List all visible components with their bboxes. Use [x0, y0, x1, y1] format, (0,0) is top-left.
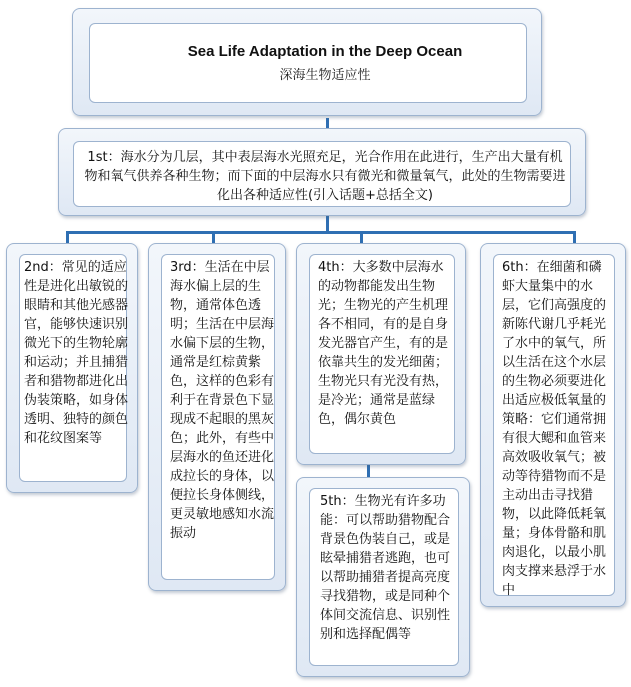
connector-horizontal-bar	[66, 231, 576, 234]
text-3rd: 3rd：生活在中层海水偏上层的生物，通常体色透明；生活在中层海水偏下层的生物，通常是红棕黄紫色，这样的色彩有利于在背景色下显现成不起眼的黑灰色；此外，有些中层海水的鱼还进化成拉长的身体，以便拉长身体侧线，更灵敏地感知水流振动	[170, 260, 275, 541]
title-english: Sea Life Adaptation in the Deep Ocean	[187, 43, 463, 60]
text-2nd: 2nd：常见的适应性是进化出敏锐的眼睛和其他光感器官，能够快速识别微光下的生物轮廓和运动；并且捕猎者和猎物都进化出伪装策略，如身体透明、独特的颜色和花纹图案等	[24, 260, 129, 446]
title-node	[72, 8, 542, 116]
title-node-inner	[89, 23, 527, 103]
connector-intro-down	[326, 213, 329, 233]
text-6th: 6th：在细菌和磷虾大量集中的水层，它们高强度的新陈代谢几乎耗光了水中的氧气，所以生活在这个水层的生物必须要进化出适应极低氧量的策略：它们通常拥有很大鳃和血管来高效吸收氧气；被动等待猎物而不是主动出击寻找猎物，以此降低耗氧量；身体骨骼和肌肉退化，以最小肌肉支撑来悬浮于水中	[502, 260, 607, 598]
text-4th: 4th：大多数中层海水的动物都能发出生物光；生物光的产生机理各不相同，有的是自身发光器官产生，有的是依靠共生的发光细菌；生物光只有光没有热，是冷光；通常是蓝绿色，偶尔黄色	[318, 260, 449, 427]
title-chinese: 深海生物适应性	[279, 68, 371, 83]
connector-4th-to-5th	[367, 463, 370, 477]
intro-text: 1st：海水分为几层，其中表层海水光照充足，光合作用在此进行，生产出大量有机物和氧气供养各种生物；而下面的中层海水只有微光和微量氧气，此处的生物需要进化出各种适应性(引入话题+总括全文)	[84, 150, 566, 203]
text-5th: 5th：生物光有许多功能：可以帮助猎物配合背景色伪装自己，或是眩晕捕猎者逃跑，也可以帮助捕猎者提高亮度寻找猎物，或是同种个体间交流信息、识别性别和选择配偶等	[320, 494, 451, 642]
